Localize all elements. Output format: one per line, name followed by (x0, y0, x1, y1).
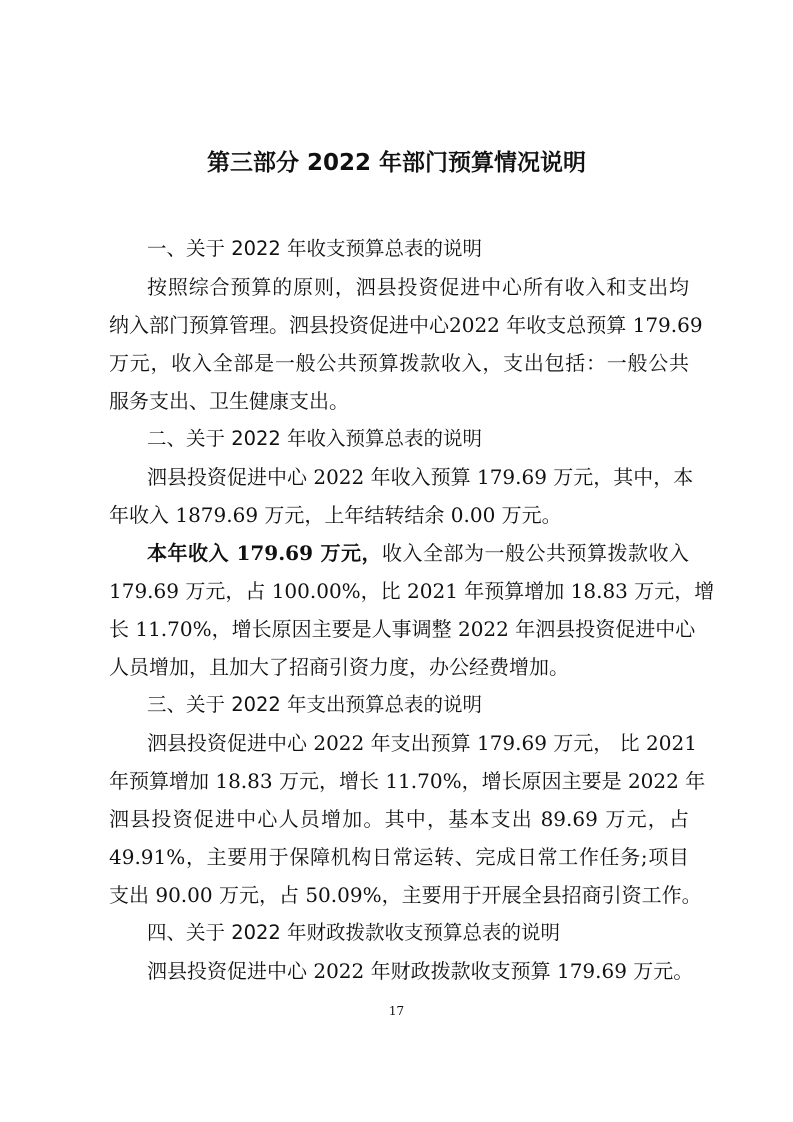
section-2-heading: 二、关于 2022 年收入预算总表的说明 (147, 427, 483, 450)
section-2-line-6: 人员增加，且加大了招商引资力度，办公经费增加。 (109, 655, 569, 679)
section-4-heading: 四、关于 2022 年财政拨款收支预算总表的说明 (147, 921, 561, 944)
section-3-heading: 三、关于 2022 年支出预算总表的说明 (147, 693, 483, 716)
section-2-bold-lead-rest: 收入全部为一般公共预算拨款收入 (381, 541, 690, 565)
section-3-line-3: 泗县投资促进中心人员增加。其中，基本支出 89.69 万元，占 (109, 807, 689, 831)
section-3-line-4: 49.91%，主要用于保障机构日常运转、完成日常工作任务;项目 (109, 845, 689, 869)
section-3-line-5: 支出 90.00 万元，占 50.09%，主要用于开展全县招商引资工作。 (109, 883, 702, 907)
section-2-bold-lead: 本年收入 179.69 万元， (147, 541, 382, 565)
section-2-line-2: 年收入 1879.69 万元，上年结转结余 0.00 万元。 (109, 503, 562, 527)
section-2-paragraph-2-first-line (109, 534, 689, 572)
section-1-heading: 一、关于 2022 年收支预算总表的说明 (147, 237, 483, 260)
section-1-line-1: 按照综合预算的原则，泗县投资促进中心所有收入和支出均 (147, 275, 689, 299)
section-1-line-3: 万元，收入全部是一般公共预算拨款收入，支出包括：一般公共 (109, 351, 689, 375)
section-1-line-4: 服务支出、卫生健康支出。 (109, 389, 349, 413)
section-2-line-5: 长 11.70%，增长原因主要是人事调整 2022 年泗县投资促进中心 (109, 617, 696, 641)
section-2-line-1: 泗县投资促进中心 2022 年收入预算 179.69 万元，其中，本 (147, 465, 694, 489)
section-4-line-1: 泗县投资促进中心 2022 年财政拨款收支预算 179.69 万元。 (147, 959, 694, 983)
document-body (109, 230, 715, 990)
section-3-line-1: 泗县投资促进中心 2022 年支出预算 179.69 万元， 比 2021 (147, 731, 697, 755)
page-number: 17 (388, 1004, 405, 1018)
page-title: 第三部分 2022 年部门预算情况说明 (206, 150, 587, 176)
section-1-line-2: 纳入部门预算管理。泗县投资促进中心2022 年收支总预算 179.69 (109, 313, 703, 337)
section-3-line-2: 年预算增加 18.83 万元，增长 11.70%，增长原因主要是 2022 年 (109, 769, 706, 793)
section-2-line-4: 179.69 万元，占 100.00%，比 2021 年预算增加 18.83 万元，增 (109, 579, 715, 603)
